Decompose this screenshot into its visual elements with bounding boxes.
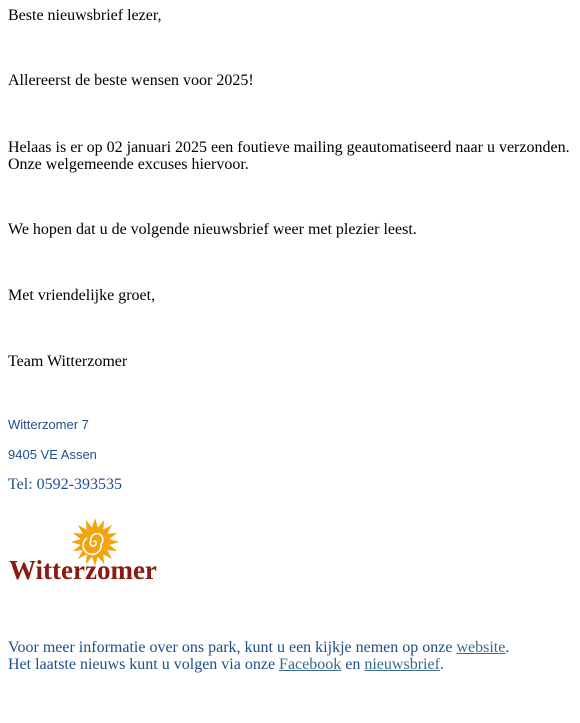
footer-line-2-text: Het laatste nieuws kunt u volgen via onze [8,656,280,673]
address-street: Witterzomer 7 [8,417,89,432]
footer-line-2-and: en [341,656,365,673]
team-name: Team Witterzomer [8,353,128,370]
footer-line-1 [8,639,509,657]
witterzomer-logo [8,518,174,584]
facebook-link[interactable]: Facebook [279,656,342,673]
newsletter-link[interactable]: nieuwsbrief [364,656,440,673]
logo-wordmark: Witterzomer [9,555,157,584]
website-link[interactable]: website [456,639,506,656]
new-year-wishes-text: Allereerst de beste wensen voor 2025! [8,72,254,89]
footer-line-2-end: . [439,656,444,673]
closing-text: Met vriendelijke groet, [8,287,156,304]
greeting-text: Beste nieuwsbrief lezer, [8,7,162,24]
apology-line-2: Onze welgemeende excuses hiervoor. [8,156,249,173]
hope-text: We hopen dat u de volgende nieuwsbrief weer met plezier leest. [8,221,417,238]
footer-line-2 [8,656,444,674]
apology-line-1: Helaas is er op 02 januari 2025 een foutieve mailing geautomatiseerd naar u verzonden. [8,139,570,156]
telephone-number: Tel: 0592-393535 [8,476,122,493]
footer-line-1-text: Voor meer informatie over ons park, kunt u een kijkje nemen op onze [8,639,457,656]
address-postal-city: 9405 VE Assen [8,447,97,462]
footer-line-1-end: . [505,639,510,656]
